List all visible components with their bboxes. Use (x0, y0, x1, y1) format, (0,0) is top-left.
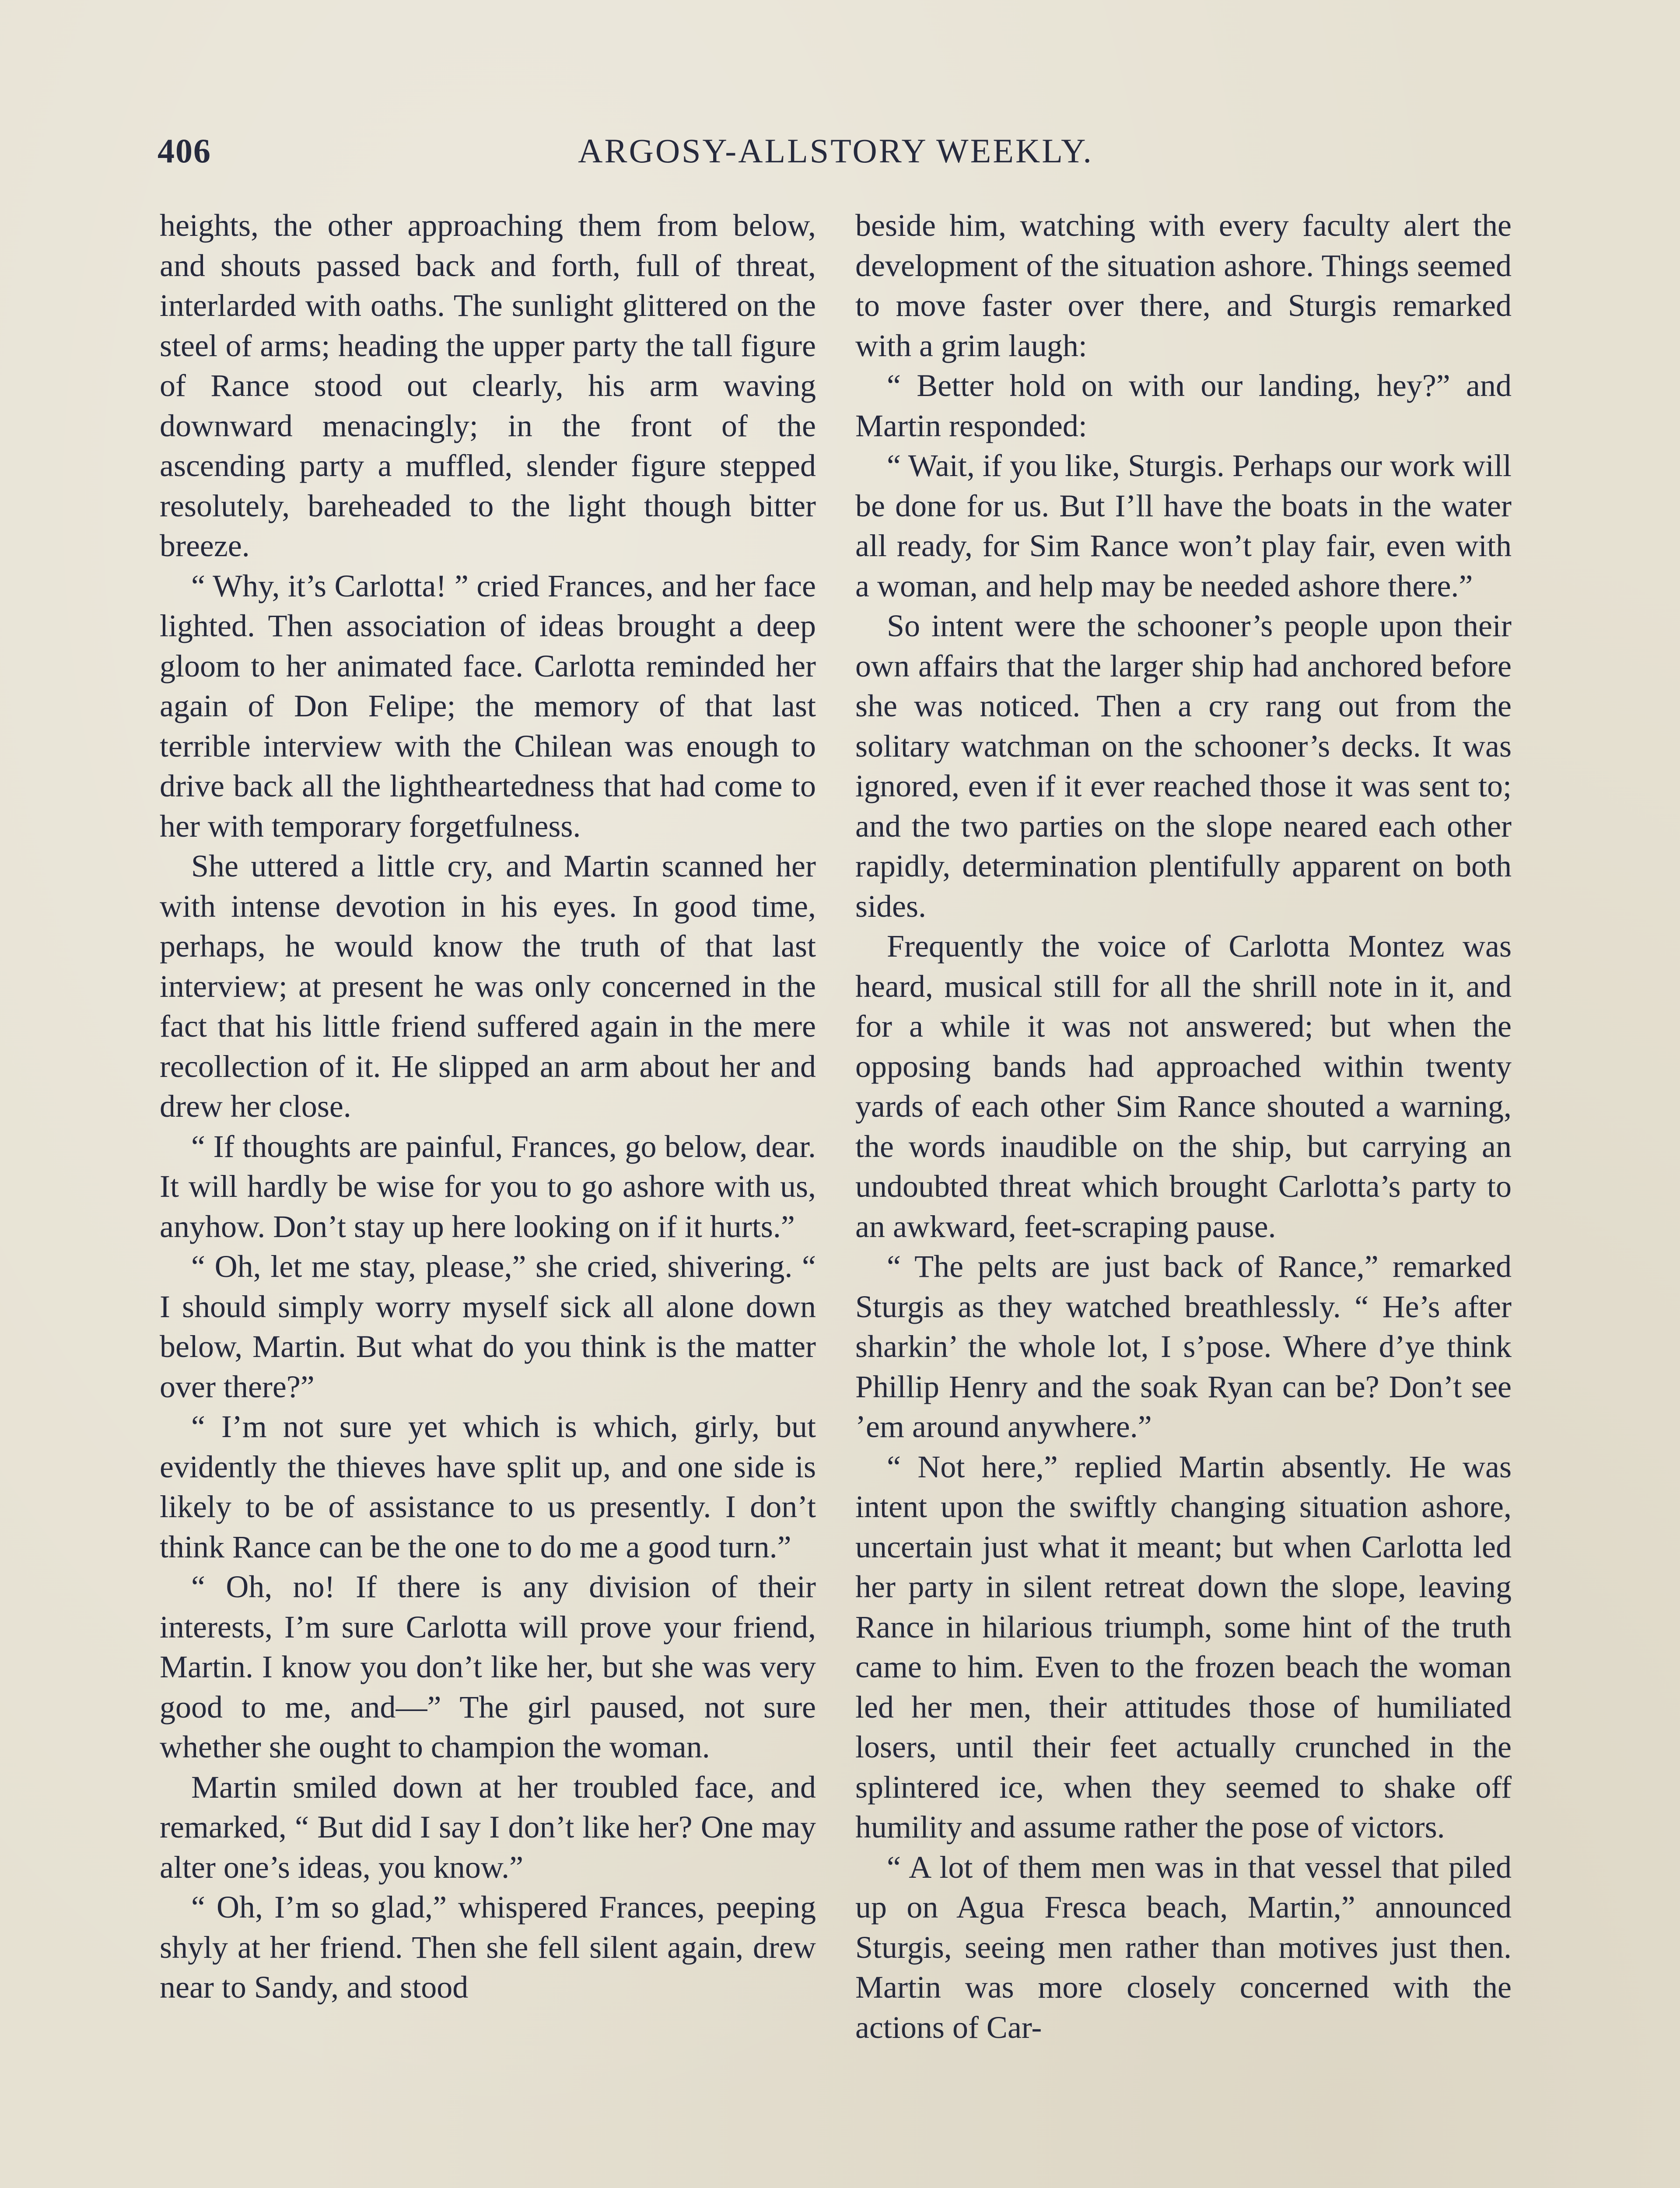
paragraph: beside him, watching with every faculty alert the development of the situation ashore. Things seemed to move faster over there, and Sturgis remarked with a grim laugh: (855, 208, 1512, 363)
paragraph: “ Oh, I’m so glad,” whispered Frances, peeping shyly at her friend. Then she fell silent again, drew near to Sandy, and stood (160, 1890, 816, 2005)
right-column (855, 206, 1512, 2048)
paragraph: “ The pelts are just back of Rance,” remarked Sturgis as they watched breathlessly. “ He’s after sharkin’ the whole lot, I s’pose. Where d’ye think Phillip Henry and the soak Ryan can be? Don’t see ’em around anywhere.” (855, 1249, 1512, 1444)
paragraph: “ A lot of them men was in that vessel that piled up on Agua Fresca beach, Martin,” announced Sturgis, seeing men rather than motives just then. Martin was more closely concerned with the actions of Car- (855, 1849, 1512, 2045)
paragraph: “ Not here,” replied Martin absently. He was intent upon the swiftly changing situation ashore, uncertain just what it meant; but when Carlotta led her party in silent retreat down the slope, leaving Rance in hilarious triumph, some hint of the truth came to him. Even to the frozen beach the woman led her men, their attitudes those of humiliated losers, until their feet actually crunched in the splintered ice, when they seemed to shake off humility and assume rather the pose of victors. (855, 1449, 1512, 1844)
running-title: ARGOSY-ALLSTORY WEEKLY. (578, 132, 1093, 170)
page-number: 406 (158, 132, 211, 170)
paragraph: “ Better hold on with our landing, hey?” and Martin responded: (855, 368, 1512, 443)
paragraph: “ Wait, if you like, Sturgis. Perhaps our work will be done for us. But I’ll have the boats in the water all ready, for Sim Rance won’t play fair, even with a woman, and help may be needed ashore there.” (855, 448, 1512, 603)
paragraph: “ If thoughts are painful, Frances, go below, dear. It will hardly be wise for you to go ashore with us, anyhow. Don’t stay up here looking on if it hurts.” (160, 1129, 816, 1244)
left-column (160, 206, 816, 2008)
paragraph: Frequently the voice of Carlotta Montez was heard, musical still for all the shrill note in it, and for a while it was not answered; but when the opposing bands had approached within twenty yards of each other Sim Rance shouted a warning, the words inaudible on the ship, but carrying an undoubted threat which brought Carlotta’s party to an awkward, feet-scraping pause. (855, 929, 1512, 1244)
page-header (158, 131, 1514, 179)
paragraph: heights, the other approaching them from below, and shouts passed back and forth, full of threat, interlarded with oaths. The sunlight glittered on the steel of arms; heading the upper party the tall figure of Rance stood out clearly, his arm waving downward menacingly; in the front of the ascending party a muffled, slender figure stepped resolutely, bareheaded to the light though bitter breeze. (160, 208, 816, 563)
paragraph: “ I’m not sure yet which is which, girly, but evidently the thieves have split up, and one side is likely to be of assistance to us presently. I don’t think Rance can be the one to do me a good turn.” (160, 1409, 816, 1564)
paragraph: Martin smiled down at her troubled face, and remarked, “ But did I say I don’t like her? One may alter one’s ideas, you know.” (160, 1769, 816, 1885)
paragraph: “ Oh, let me stay, please,” she cried, shivering. “ I should simply worry myself sick all alone down below, Martin. But what do you think is the matter over there?” (160, 1249, 816, 1404)
paragraph: So intent were the schooner’s people upon their own affairs that the larger ship had anchored before she was noticed. Then a cry rang out from the solitary watchman on the schooner’s decks. It was ignored, even if it ever reached those it was sent to; and the two parties on the slope neared each other rapidly, determination plentifully apparent on both sides. (855, 608, 1512, 924)
paragraph: She uttered a little cry, and Martin scanned her with intense devotion in his eyes. In good time, perhaps, he would know the truth of that last interview; at present he was only concerned in the fact that his little friend suffered again in the mere recollection of it. He slipped an arm about her and drew her close. (160, 849, 816, 1124)
paragraph: “ Why, it’s Carlotta! ” cried Frances, and her face lighted. Then association of ideas brought a deep gloom to her animated face. Carlotta reminded her again of Don Felipe; the memory of that last terrible interview with the Chilean was enough to drive back all the lightheartedness that had come to her with temporary forgetfulness. (160, 568, 816, 844)
paragraph: “ Oh, no! If there is any division of their interests, I’m sure Carlotta will prove your friend, Martin. I know you don’t like her, but she was very good to me, and—” The girl paused, not sure whether she ought to champion the woman. (160, 1569, 816, 1764)
